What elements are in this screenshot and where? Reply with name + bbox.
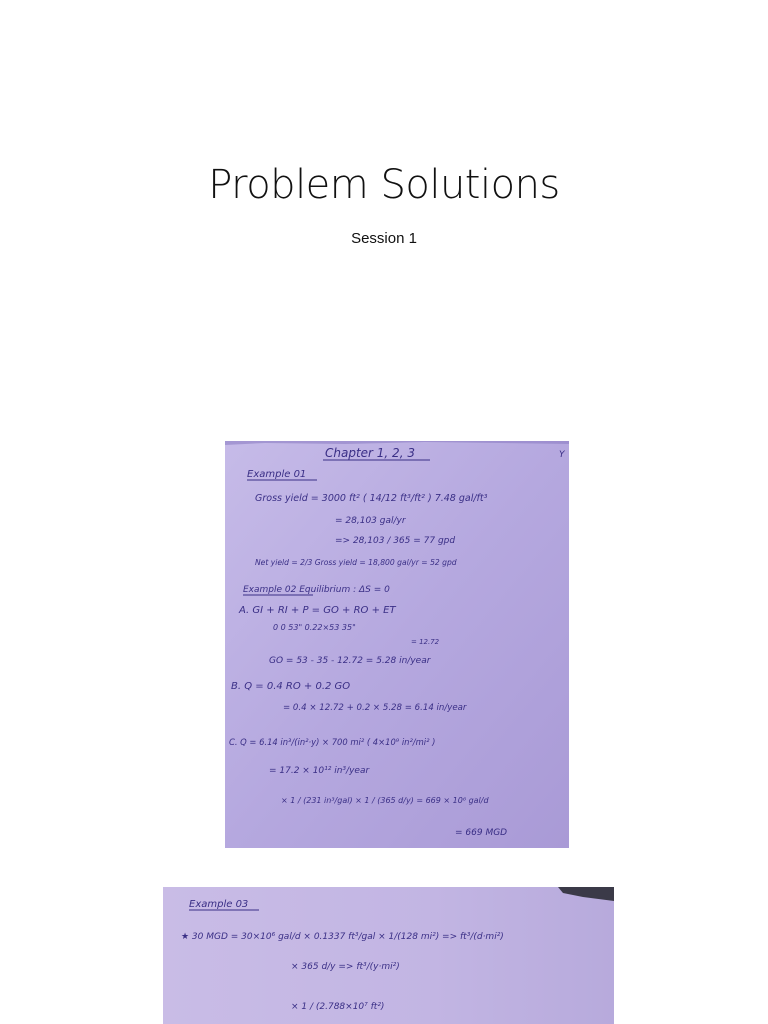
note2-line-1: Example 03 (189, 899, 249, 910)
note-line-4: => 28,103 / 365 = 77 gpd (335, 536, 456, 546)
notes-sheet-1 (225, 441, 569, 848)
note-line-12: = 0.4 × 12.72 + 0.2 × 5.28 = 6.14 in/year (283, 703, 467, 713)
note-line-10: GO = 53 - 35 - 12.72 = 5.28 in/year (269, 656, 431, 666)
note-line-7: A. GI + RI + P = GO + RO + ET (239, 605, 396, 616)
note-line-13: C. Q = 6.14 in³/(in²·y) × 700 mi² ( 4×10⁹ in²/mi² ) (229, 737, 436, 747)
note-line-8: 0 0 53" 0.22×53 35" (273, 623, 356, 632)
handwritten-notes-photo-1 (225, 441, 569, 848)
note-line-14: = 17.2 × 10¹² in³/year (269, 766, 370, 776)
note-line-3: = 28,103 gal/yr (335, 516, 406, 526)
handwritten-notes-photo-2 (163, 887, 614, 1024)
page-subtitle: Session 1 (351, 230, 417, 247)
notes-corner-mark: Y (559, 450, 565, 460)
note-line-16: = 669 MGD (455, 828, 508, 838)
note-line-2: Gross yield = 3000 ft² ( 14/12 ft³/ft² ) 7.48 gal/ft³ (255, 493, 488, 504)
notes-heading: Chapter 1, 2, 3 (325, 446, 415, 460)
note2-line-3: × 365 d/y => ft³/(y·mi²) (291, 962, 400, 972)
note-line-11: B. Q = 0.4 RO + 0.2 GO (231, 681, 351, 692)
notes-sheet-2 (163, 887, 614, 1024)
note-line-1: Example 01 (247, 469, 307, 480)
note-line-9: = 12.72 (411, 638, 440, 646)
note2-line-2: ★ 30 MGD = 30×10⁶ gal/d × 0.1337 ft³/gal × 1/(128 mi²) => ft³/(d·mi²) (181, 932, 504, 942)
note-line-6: Example 02 Equilibrium : ΔS = 0 (243, 585, 390, 595)
note2-line-4: × 1 / (2.788×10⁷ ft²) (291, 1002, 385, 1012)
note-line-15: × 1 / (231 in³/gal) × 1 / (365 d/y) = 669 × 10⁶ gal/d (281, 796, 489, 805)
page-title: Problem Solutions (208, 162, 560, 208)
note-line-5: Net yield = 2/3 Gross yield = 18,800 gal/yr = 52 gpd (255, 558, 457, 567)
